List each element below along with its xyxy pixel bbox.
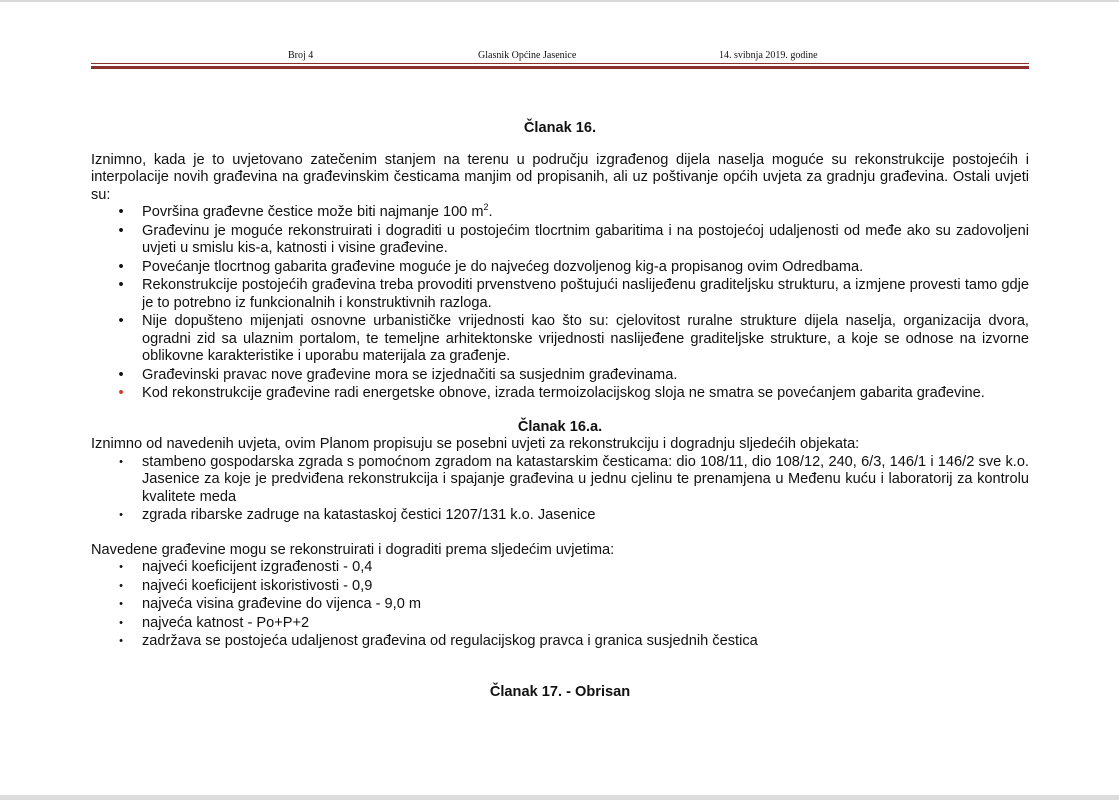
list-item-text: Povećanje tlocrtnog gabarita građevine moguće je do najvećeg dozvoljenog kig-a propisanog ovim Odredbama. (142, 258, 864, 275)
article-16-conditions-list (91, 204, 1029, 403)
article-16a-conditions-list (91, 559, 1029, 651)
superscript: 2 (483, 202, 489, 213)
list-item-text: Građevinu je moguće rekonstruirati i dograditi u postojećim tlocrtnim gabaritima i na postojećoj udaljenosti od međe ako su zadovoljeni uvjeti u smislu kis-a, katnosti i visine građevine. (142, 222, 1029, 256)
document-body (91, 120, 1029, 701)
list-item-text-end: . (488, 204, 493, 220)
window-top-border (0, 0, 1119, 2)
list-item-text: najveća visina građevine do vijenca - 9,0 m (142, 596, 422, 612)
header-rule-thin (91, 63, 1029, 64)
bullet: • (118, 366, 124, 383)
article-16a-intro: Iznimno od navedenih uvjeta, ovim Planom propisuju se posebni uvjeti za rekonstrukciju i dogradnju sljedećih objekata: (91, 436, 860, 452)
list-item (91, 633, 1029, 651)
header-issue: Broj 4 (288, 50, 314, 61)
list-item-text: Građevinski pravac nove građevine mora se izjednačiti sa susjednim građevinama. (142, 366, 678, 383)
list-item-text: Kod rekonstrukcije građevine radi energetske obnove, izrada termoizolacijskog sloja ne smatra se povećanjem gabarita građevine. (142, 385, 985, 401)
header-rule-thick (91, 66, 1029, 69)
list-item (91, 277, 1029, 312)
bullet: • (119, 598, 123, 610)
article-16a-objects-list (91, 454, 1029, 525)
list-item (91, 259, 1029, 277)
list-item-text: Nije dopušteno mijenjati osnovne urbanističke vrijednosti kao što su: cjelovitost ruralne strukture dijela naselja, organizacija dvora, ogradni zid sa ulaznim portalom, te temeljne arhitektonske vrijednosti naslijeđene graditeljske strukture, a koje se odnose na izvorne oblikovne karakteristike i uporabu materijala za građenje. (142, 313, 1029, 364)
bullet: • (119, 579, 123, 592)
list-item-text: najveći koeficijent izgrađenosti - 0,4 (142, 559, 373, 575)
article-16-intro: Iznimno, kada je to uvjetovano zatečenim stanjem na terenu u području izgrađenog dijela naselja moguće su rekonstrukcije postojećih i interpolacije novih građevina na građevinskim česticama manjim od propisanih, ali uz poštivanje općih uvjeta za gradnju građevina. Ostali uvjeti su: (91, 151, 1029, 203)
list-item-text: zgrada ribarske zadruge na katastaskoj čestici 1207/131 k.o. Jasenice (142, 507, 596, 523)
list-item (91, 596, 1029, 614)
list-item (91, 367, 1029, 385)
list-item (91, 223, 1029, 258)
list-item (91, 385, 1029, 403)
bullet: • (118, 313, 124, 329)
window-bottom-border (0, 795, 1119, 800)
bullet-red: • (118, 385, 124, 401)
list-item (91, 559, 1029, 577)
list-item-text: stambeno gospodarska zgrada s pomoćnom zgradom na katastarskim česticama: dio 108/11, dio 108/12, 240, 6/3, 146/1 i 146/2 sve k.o. Jasenice za koje je predviđena rekonstrukcija i spajanje građevina u jednu cjelinu te prenamjena u Međenu kuću i laboratorij za kontrolu kvalitete meda (142, 453, 1029, 505)
list-item-text: najveća katnost - Po+P+2 (142, 614, 310, 631)
list-item (91, 615, 1029, 633)
bullet: • (118, 204, 124, 220)
page-header (91, 48, 1029, 64)
header-date: 14. svibnja 2019. godine (719, 50, 818, 61)
list-item-text: najveći koeficijent iskoristivosti - 0,9 (142, 577, 373, 594)
bullet: • (119, 455, 123, 468)
list-item (91, 313, 1029, 366)
bullet: • (118, 258, 124, 275)
list-item (91, 507, 1029, 525)
bullet: • (119, 635, 123, 647)
article-16a-title: Članak 16.a. (517, 418, 603, 435)
bullet: • (119, 616, 123, 629)
bullet: • (119, 509, 123, 521)
list-item (91, 454, 1029, 507)
list-item-text: Rekonstrukcije postojećih građevina treba provoditi prvenstveno poštujući naslijeđenu graditeljsku strukturu, a izmjene provesti tamo gdje je to potrebno iz funkcionalnih i konstruktivnih razloga. (142, 277, 1029, 311)
bullet: • (118, 222, 124, 239)
bullet: • (118, 277, 124, 293)
header-publication: Glasnik Općine Jasenice (478, 50, 577, 61)
list-item-text: Površina građevne čestice može biti najmanje 100 m (142, 204, 484, 220)
list-item (91, 204, 1029, 222)
list-item (91, 578, 1029, 596)
article-16a-conditions-intro: Navedene građevine mogu se rekonstruirati i dograditi prema sljedećim uvjetima: (91, 541, 615, 558)
bullet: • (119, 561, 123, 573)
article-16-title: Članak 16. (523, 120, 597, 136)
article-17-title: Članak 17. - Obrisan (489, 683, 631, 700)
list-item-text: zadržava se postojeća udaljenost građevina od regulacijskog pravca i granica susjednih čestica (142, 633, 758, 649)
